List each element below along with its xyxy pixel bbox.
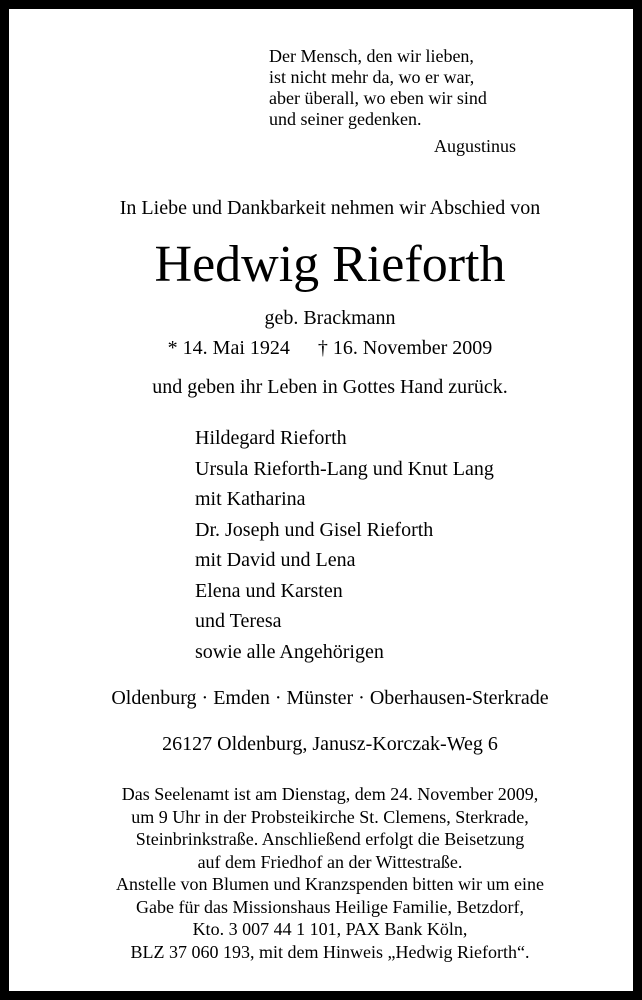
mourner-entry: Elena und Karsten: [195, 579, 343, 602]
death-date: † 16. November 2009: [317, 337, 493, 359]
life-dates: [9, 337, 642, 360]
birth-date: * 14. Mai 1924: [167, 337, 290, 359]
mourner-entry: und Teresa: [195, 610, 282, 632]
mourner-entry: Dr. Joseph und Gisel Rieforth: [195, 518, 434, 541]
intro-text: In Liebe und Dankbarkeit nehmen wir Abschied von: [119, 197, 541, 219]
mourners-list: [195, 423, 494, 667]
quote-line: ist nicht mehr da, wo er war,: [269, 67, 475, 87]
notice-line: Anstelle von Blumen und Kranzspenden bitten wir um eine: [116, 874, 544, 894]
closing-text: und geben ihr Leben in Gottes Hand zurück.: [152, 376, 508, 398]
notice-line: auf dem Friedhof an der Wittestraße.: [197, 851, 463, 872]
mourner-entry: mit Katharina: [195, 488, 306, 510]
address-line: 26127 Oldenburg, Janusz-Korczak-Weg 6: [162, 733, 498, 755]
places-line: Oldenburg · Emden · Münster · Oberhausen-Sterkrade: [111, 687, 549, 709]
quote-block: [269, 46, 487, 130]
notice-line: Das Seelenamt ist am Dienstag, dem 24. November 2009,: [121, 784, 539, 804]
notice-line: Kto. 3 007 44 1 101, PAX Bank Köln,: [192, 919, 468, 939]
funeral-notice: [9, 783, 642, 963]
mourner-entry: Ursula Rieforth-Lang und Knut Lang: [195, 457, 494, 480]
notice-line: um 9 Uhr in der Probsteikirche St. Clemens, Sterkrade,: [131, 806, 529, 827]
birth-name: geb. Brackmann: [264, 307, 396, 329]
notice-line: BLZ 37 060 193, mit dem Hinweis „Hedwig Rieforth“.: [130, 941, 530, 962]
mourner-entry: sowie alle Angehörigen: [195, 640, 384, 663]
quote-line: aber überall, wo eben wir sind: [269, 88, 487, 108]
deceased-name: Hedwig Rieforth: [154, 236, 506, 293]
notice-line: Steinbrinkstraße. Anschließend erfolgt die Beisetzung: [135, 829, 525, 849]
notice-line: Gabe für das Missionshaus Heilige Familie, Betzdorf,: [136, 896, 524, 917]
quote-author: Augustinus: [434, 136, 517, 156]
quote-line: Der Mensch, den wir lieben,: [269, 46, 474, 66]
quote-line: und seiner gedenken.: [269, 109, 422, 129]
mourner-entry: Hildegard Rieforth: [195, 427, 347, 449]
mourner-entry: mit David und Lena: [195, 549, 356, 571]
